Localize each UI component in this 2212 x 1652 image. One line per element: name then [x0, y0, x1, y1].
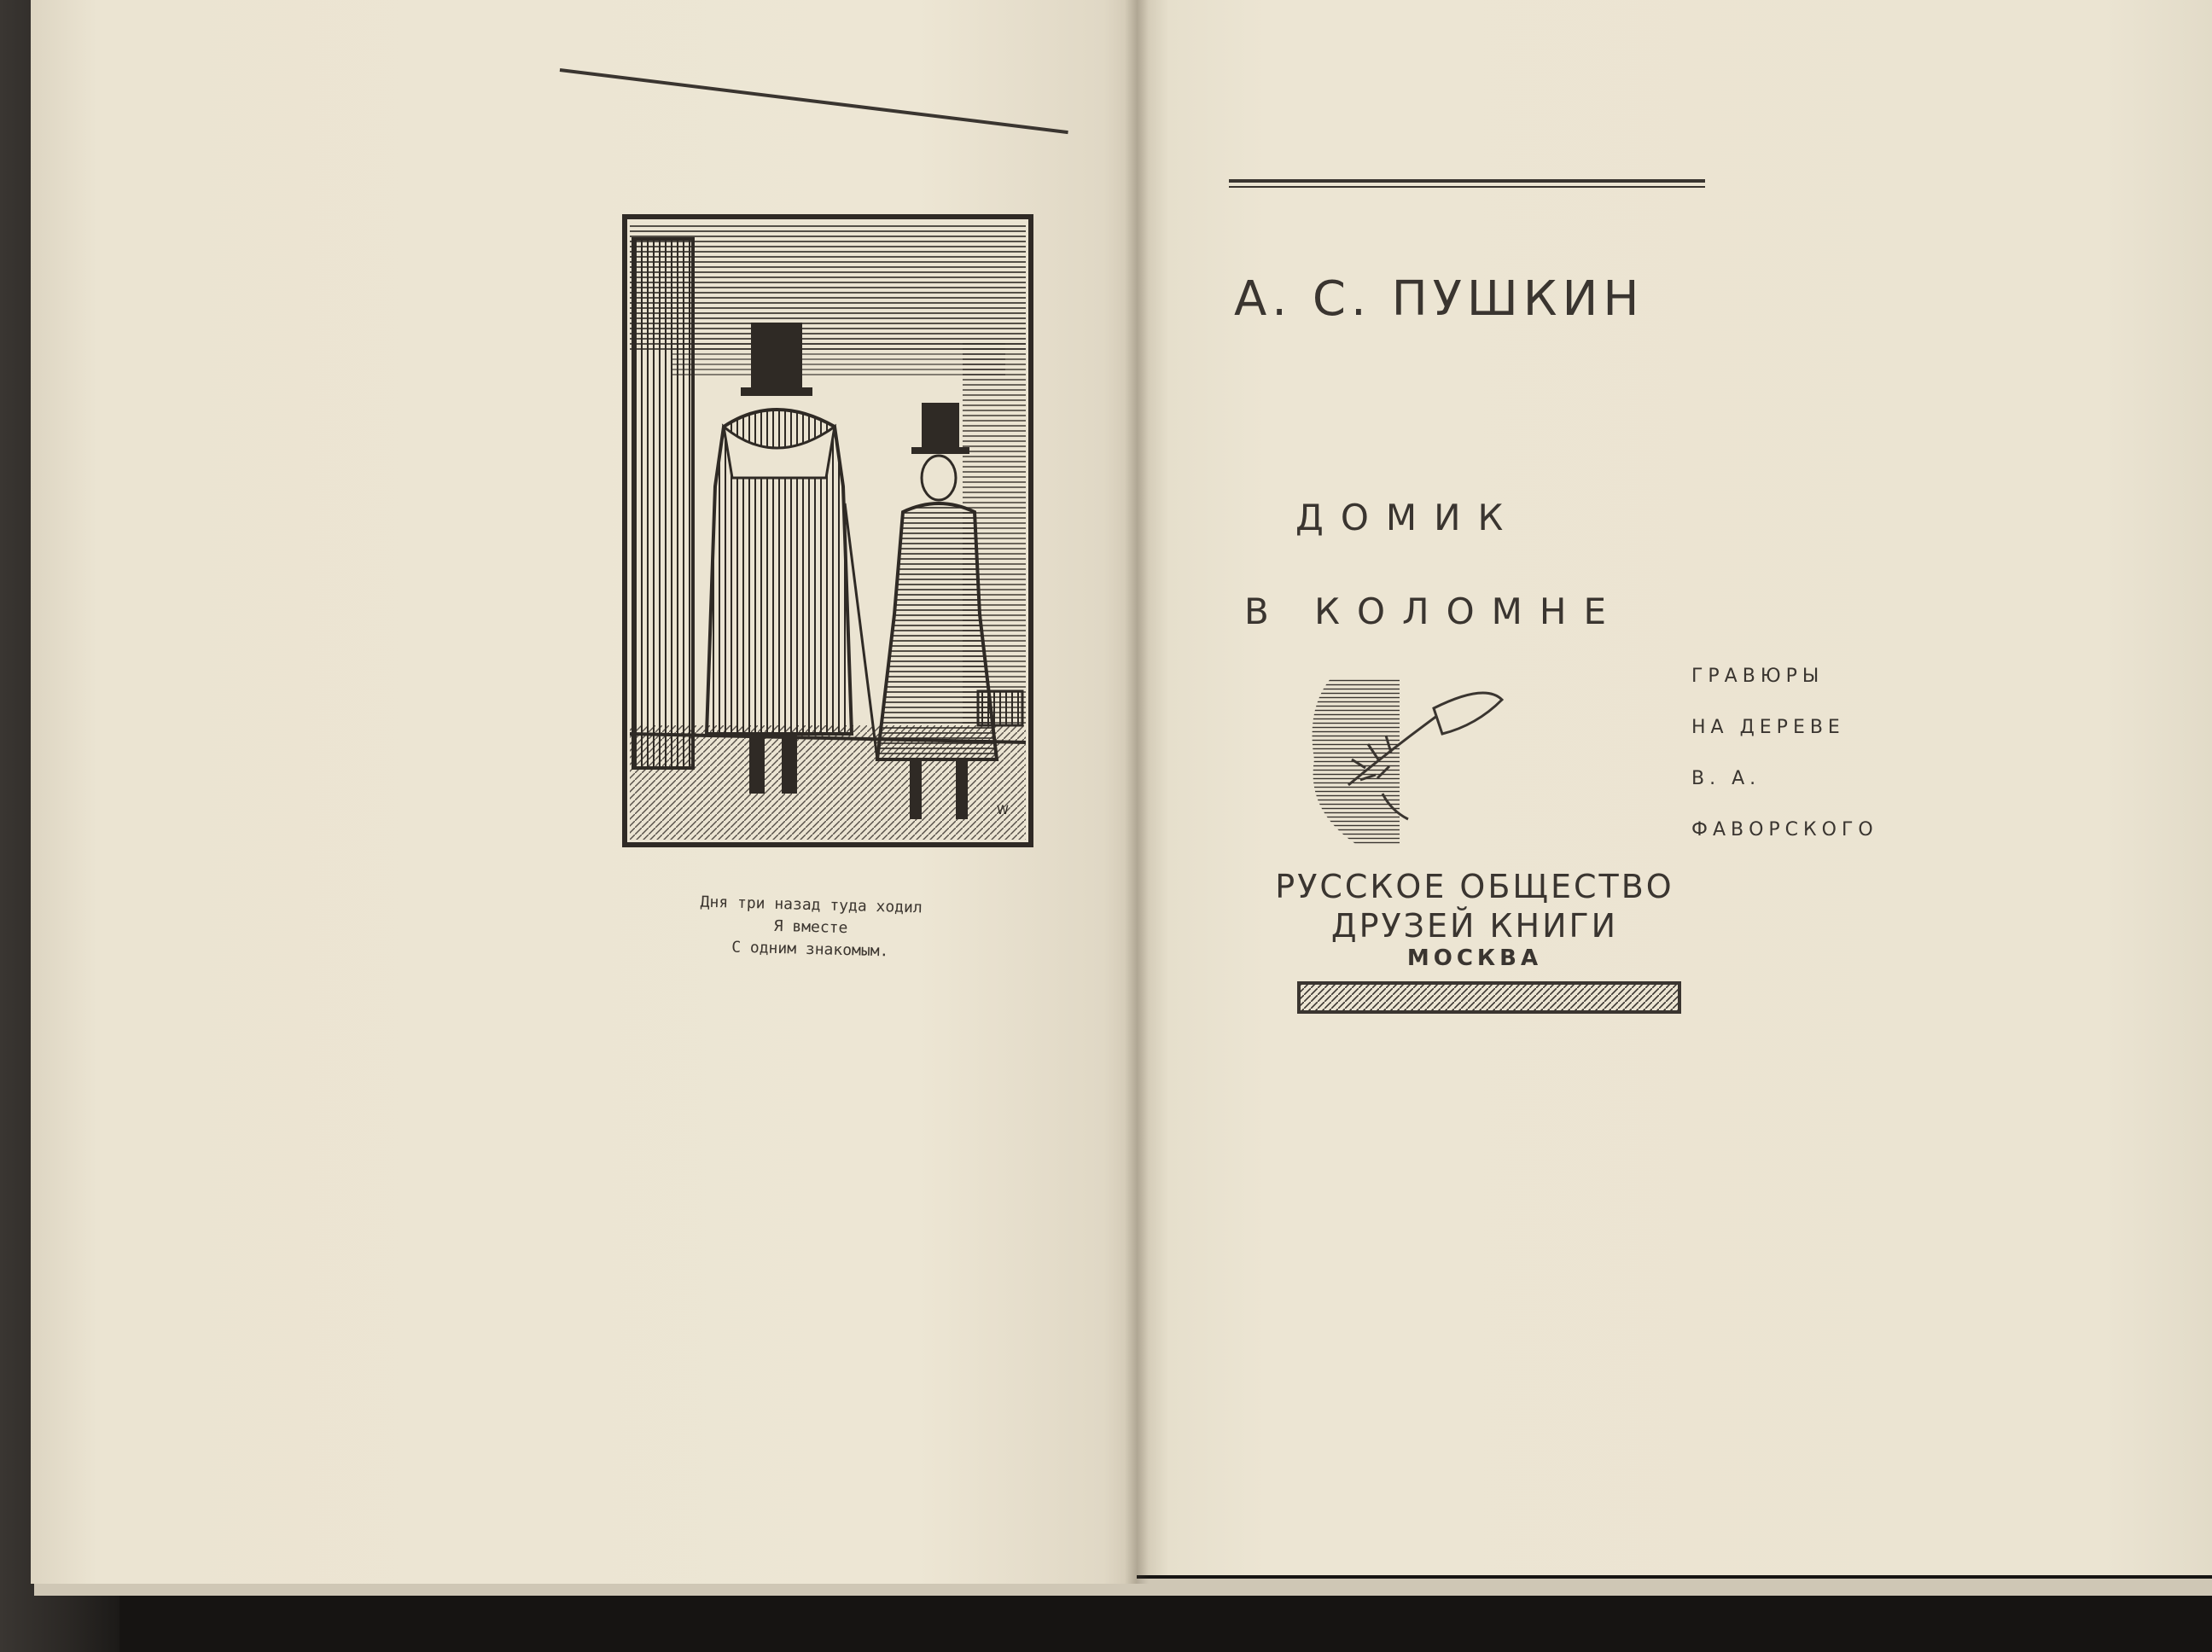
publisher-name [1236, 867, 1714, 945]
caption-line-1: Дня три назад туда ходил [700, 893, 923, 917]
credits-line-2: НА ДЕРЕВЕ [1691, 717, 1845, 738]
caption-line-2: Я вместе [773, 916, 848, 938]
quill-vignette [1297, 674, 1511, 853]
credits-line-3: В. А. [1691, 768, 1761, 789]
right-decorative-rule [1229, 179, 1705, 191]
caption-line-3: С одним знакомым. [731, 938, 889, 961]
bottom-hatched-bar [1297, 981, 1681, 1014]
frontispiece-caption [673, 891, 948, 964]
credits-line-1: ГРАВЮРЫ [1691, 666, 1825, 687]
title-line-1: ДОМИК [1295, 497, 1521, 538]
svg-text:W: W [997, 804, 1009, 817]
engraving-credits [1691, 664, 1930, 869]
frontispiece-engraving [621, 213, 1034, 848]
publication-city: МОСКВА [1406, 945, 1543, 971]
publisher-line-2: ДРУЗЕЙ КНИГИ [1330, 907, 1619, 945]
credits-line-4: ФАВОРСКОГО [1691, 819, 1878, 841]
title-line-2: В КОЛОМНЕ [1244, 590, 1624, 632]
author-name: А. С. ПУШКИН [1234, 271, 1644, 327]
book-gutter [1125, 0, 1149, 1584]
publisher-line-1: РУССКОЕ ОБЩЕСТВО [1275, 868, 1674, 905]
